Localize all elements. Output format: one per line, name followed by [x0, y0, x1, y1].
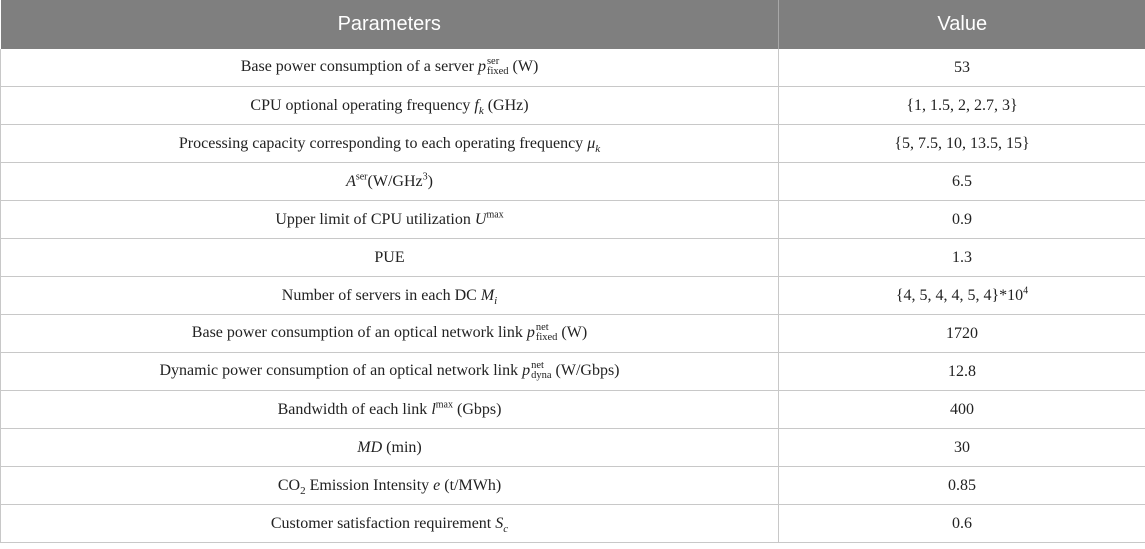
- value-cell: {1, 1.5, 2, 2.7, 3}: [779, 87, 1145, 125]
- value-cell: 0.6: [779, 505, 1145, 543]
- value-cell: 30: [779, 429, 1145, 467]
- header-row: [1, 0, 1145, 49]
- parameter-cell: Dynamic power consumption of an optical network link p net dyna (W/Gbps): [1, 353, 779, 391]
- value-cell: 400: [779, 391, 1145, 429]
- table-row: [1, 277, 1145, 315]
- value-cell: {5, 7.5, 10, 13.5, 15}: [779, 125, 1145, 163]
- value-cell: 1720: [779, 315, 1145, 353]
- parameter-cell: Processing capacity corresponding to each operating frequency $\mu_k$: [1, 125, 779, 163]
- parameter-cell: Base power consumption of a server p ser fixed (W): [1, 49, 779, 87]
- value-cell: 0.9: [779, 201, 1145, 239]
- parameter-cell: Base power consumption of an optical network link p net fixed (W): [1, 315, 779, 353]
- value-cell: 1.3: [779, 239, 1145, 277]
- table-row: [1, 201, 1145, 239]
- value-cell: 12.8: [779, 353, 1145, 391]
- table-row: [1, 391, 1145, 429]
- parameter-cell: Customer satisfaction requirement $S_c$: [1, 505, 779, 543]
- parameter-cell: Number of servers in each DC $M_i$: [1, 277, 779, 315]
- parameter-cell: MD (min): [1, 429, 779, 467]
- parameter-cell: $CO_2$ Emission Intensity e (t/MWh): [1, 467, 779, 505]
- table-row: [1, 505, 1145, 543]
- header-parameters: Parameters: [1, 0, 779, 49]
- table-row: [1, 239, 1145, 277]
- table-row: [1, 125, 1145, 163]
- table-row: [1, 49, 1145, 87]
- table-row: [1, 353, 1145, 391]
- parameter-cell: PUE: [1, 239, 779, 277]
- table-row: [1, 163, 1145, 201]
- table-row: [1, 315, 1145, 353]
- table-row: [1, 467, 1145, 505]
- table-row: [1, 429, 1145, 467]
- parameter-cell: Bandwidth of each link $l^{max}$ (Gbps): [1, 391, 779, 429]
- header-value: Value: [779, 0, 1145, 49]
- parameter-cell: Upper limit of CPU utilization $U^{max}$: [1, 201, 779, 239]
- value-cell: 0.85: [779, 467, 1145, 505]
- table-row: [1, 87, 1145, 125]
- value-cell: 53: [779, 49, 1145, 87]
- value-cell: 6.5: [779, 163, 1145, 201]
- parameter-cell: CPU optional operating frequency $f_k$ (GHz): [1, 87, 779, 125]
- parameter-cell: $A^{ser}(W/GHz^3)$: [1, 163, 779, 201]
- value-cell: {4, 5, 4, 4, 5, $4\}*10^4$: [779, 277, 1145, 315]
